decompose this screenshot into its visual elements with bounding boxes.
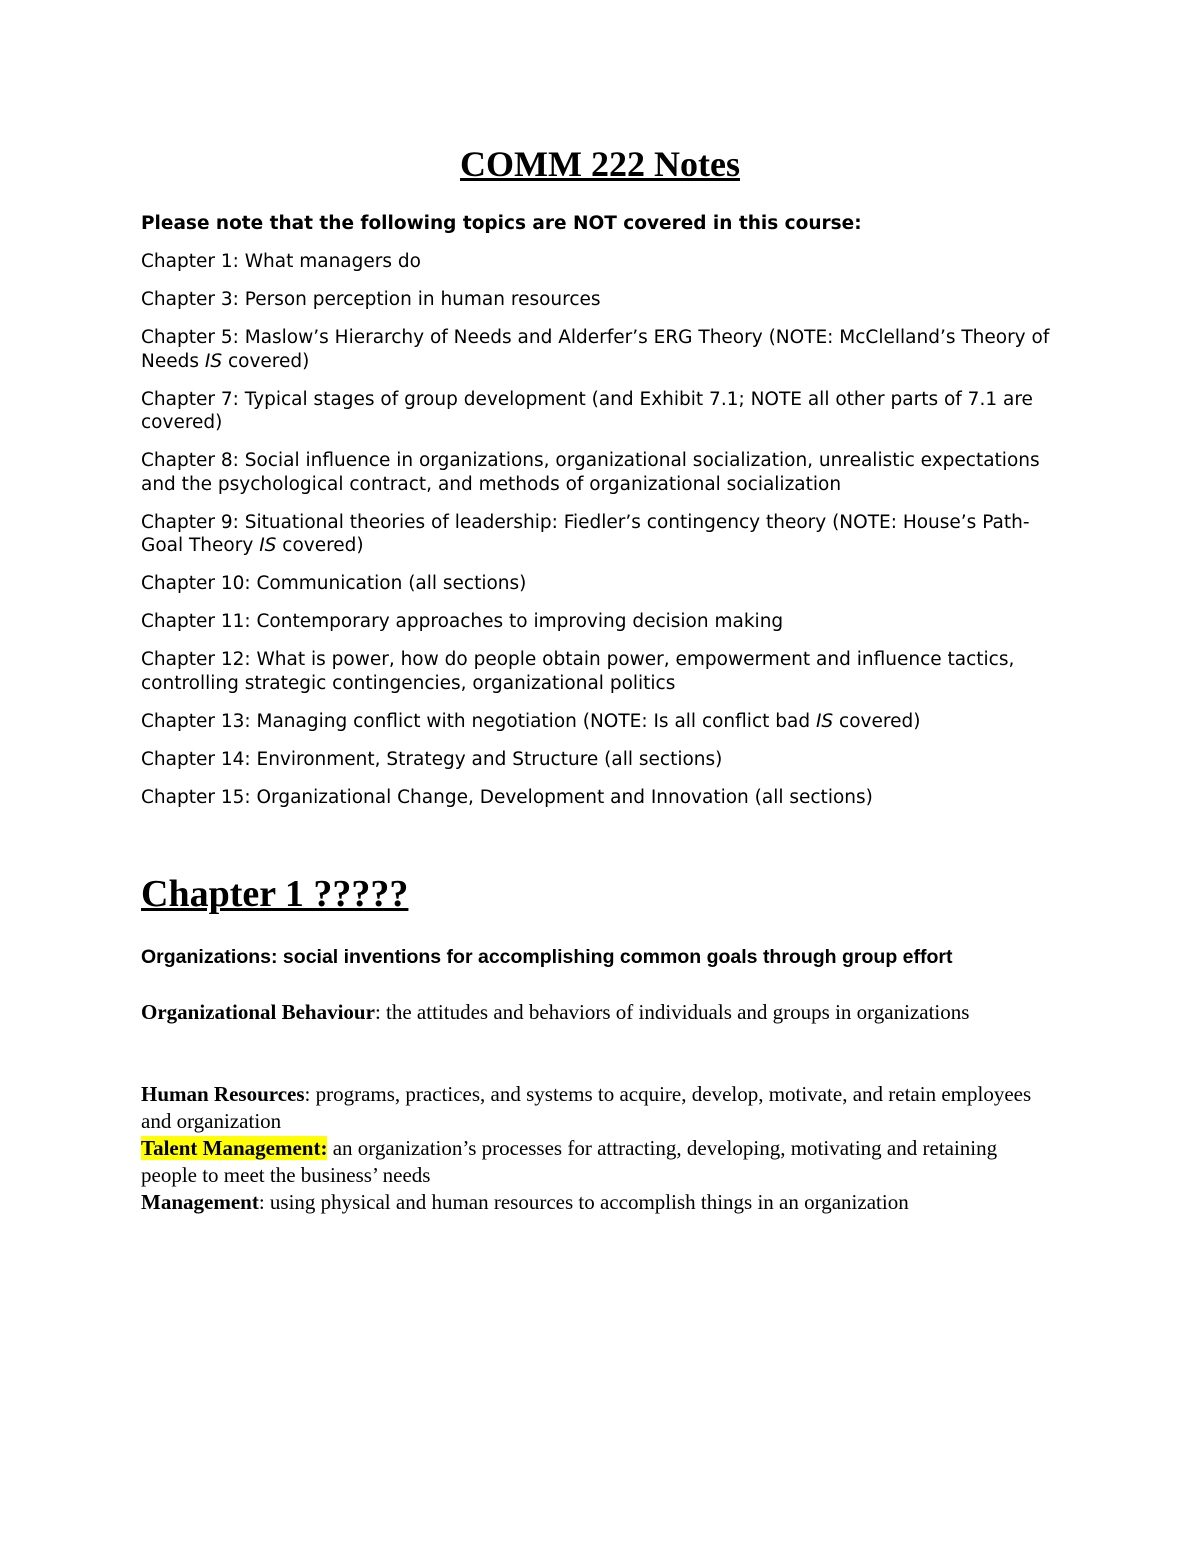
- not-covered-notice: Please note that the following topics are NOT covered in this course:: [141, 213, 862, 234]
- highlighted-definition-term: Talent Management:: [141, 1136, 328, 1160]
- excluded-topic-item: Chapter 13: Managing conflict with negotiation (NOTE: Is all conflict bad IS covered): [141, 710, 921, 732]
- chapter-heading: Chapter 1 ?????: [141, 873, 409, 915]
- excluded-topic-item: Chapter 7: Typical stages of group development (and Exhibit 7.1; NOTE all other parts of 7.1 are covered): [141, 388, 1033, 433]
- definition-text: social inventions for accomplishing common goals through group effort: [277, 946, 953, 968]
- definition-talent-management: [141, 1135, 1041, 1189]
- definition-text: : the attitudes and behaviors of individuals and groups in organizations: [374, 1000, 970, 1024]
- excluded-topic-item: Chapter 3: Person perception in human resources: [141, 289, 601, 310]
- definition-management: [141, 1189, 1041, 1216]
- definition-text: an organization’s processes for attracting, developing, motivating and retaining people to meet the business’ needs: [141, 1136, 998, 1187]
- excluded-topics-list: [141, 250, 1061, 809]
- excluded-topic-item: Chapter 8: Social influence in organizations, organizational socialization, unrealistic expectations and the psychological contract, and methods of organizational socialization: [141, 450, 1040, 495]
- definition-text: : programs, practices, and systems to acquire, develop, motivate, and retain employees and organization: [141, 1082, 1032, 1133]
- definition-term: Management: [141, 1190, 259, 1214]
- excluded-topic-item: Chapter 5: Maslow’s Hierarchy of Needs and Alderfer’s ERG Theory (NOTE: McClelland’s Theory of Needs IS covered): [141, 327, 1050, 372]
- definition-human-resources: [141, 1081, 1041, 1135]
- excluded-topic-item: Chapter 14: Environment, Strategy and Structure (all sections): [141, 748, 723, 770]
- excluded-topic-item: Chapter 15: Organizational Change, Development and Innovation (all sections): [141, 786, 873, 808]
- excluded-topic-item: Chapter 1: What managers do: [141, 251, 421, 272]
- excluded-topic-item: Chapter 9: Situational theories of leadership: Fiedler’s contingency theory (NOTE: House’s Path-Goal Theory IS covered): [141, 511, 1030, 556]
- excluded-topic-item: Chapter 12: What is power, how do people obtain power, empowerment and influence tactics, controlling strategic contingencies, organizational politics: [141, 649, 1015, 694]
- definition-organizational-behaviour: [141, 999, 1041, 1026]
- definition-organizations: [141, 944, 1041, 970]
- definition-term: Organizational Behaviour: [141, 1000, 375, 1024]
- excluded-topic-item: Chapter 11: Contemporary approaches to improving decision making: [141, 611, 784, 632]
- document-title: COMM 222 Notes: [460, 144, 740, 184]
- definition-text: : using physical and human resources to accomplish things in an organization: [258, 1190, 909, 1214]
- definition-term: Organizations:: [141, 946, 278, 968]
- definition-term: Human Resources: [141, 1082, 305, 1106]
- excluded-topic-item: Chapter 10: Communication (all sections): [141, 573, 527, 594]
